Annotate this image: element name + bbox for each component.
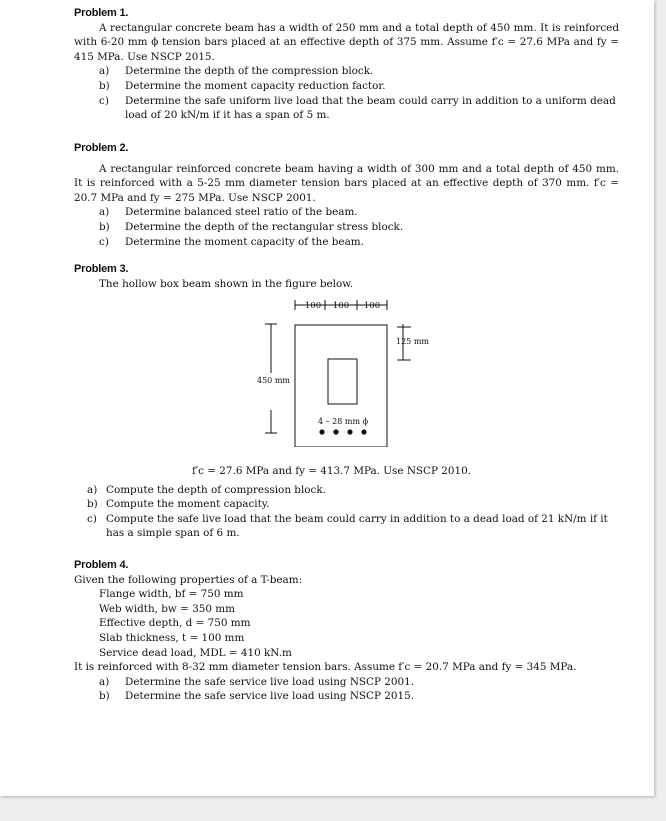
given-item: Slab thickness, t = 100 mm [99,631,245,644]
problem-1-statement: A rectangular concrete beam has a width of 250 mm and a total depth of 450 mm. It is reinforced with 6-20 mm ϕ tension bars placed at an effective depth of 375 mm. Assume f′c = 27.6 MPa and fy = 415 MPa. Use NSCP 2015. [74,21,619,63]
problem-1 [74,6,619,123]
list-item: b) Determine the safe service live load using NSCP 2015. [99,690,415,703]
dim-top-1: 100 [304,301,322,311]
list-item: c) Determine the safe uniform live load that the beam could carry in addition to a uniform dead load of 20 kN/m if it has a span of 5 m. [99,94,616,122]
hollow-void [328,359,357,404]
problem-1-title: Problem 1. [74,7,129,19]
dim-left-label: 450 mm [257,376,290,385]
given-item: Web width, bw = 350 mm [99,602,235,615]
problem-2 [74,141,619,249]
list-item: a) Determine balanced steel ratio of the beam. [99,206,358,219]
list-item: b) Determine the depth of the rectangular stress block. [99,220,404,233]
problem-4-intro: Given the following properties of a T-beam: [74,573,303,586]
given-item: Effective depth, d = 750 mm [99,617,251,630]
rebar-dot [319,429,324,434]
problem-3-materials: f′c = 27.6 MPa and fy = 413.7 MPa. Use NSCP 2010. [191,465,472,477]
box-beam-section [255,297,445,447]
given-item: Flange width, bf = 750 mm [99,588,244,601]
box-beam-figure [255,297,445,451]
dim-top-2: 100 [332,301,350,311]
list-item: b) Determine the moment capacity reduction factor. [99,79,386,92]
list-item: a) Determine the depth of the compression block. [99,65,374,78]
list-item: b) Compute the moment capacity. [87,498,270,511]
list-item: c) Compute the safe live load that the beam could carry in addition to a dead load of 21 kN/m if it has a simple span of 6 m. [87,512,608,540]
list-item: a) Compute the depth of compression block. [87,483,326,496]
given-item: Service dead load, MDL = 410 kN.m [99,646,292,659]
dim-top-3: 100 [363,301,381,311]
rebar-group [319,429,366,434]
problem-3-statement: The hollow box beam shown in the figure below. [99,277,354,290]
problem-3-rest [74,464,619,541]
rebar-dot [333,429,338,434]
outer-section [295,325,387,447]
problem-3 [74,262,619,291]
problem-4 [74,558,619,704]
rebar-dot [361,429,366,434]
rebar-dot [347,429,352,434]
problem-2-title: Problem 2. [74,142,129,154]
problem-2-statement: A rectangular reinforced concrete beam having a width of 300 mm and a total depth of 450 mm. It is reinforced with a 5-25 mm diameter tension bars placed at an effective depth of 370 mm. f′c = 20.7 MPa and fy = 275 MPa. Use NSCP 2001. [74,162,619,204]
bars-label: 4 – 28 mm ϕ [317,417,369,426]
problem-3-title: Problem 3. [74,263,129,275]
problem-4-statement: It is reinforced with 8-32 mm diameter tension bars. Assume f′c = 20.7 MPa and fy = 345 MPa. [74,661,577,674]
dim-right-label: 125 mm [396,337,429,346]
problem-4-title: Problem 4. [74,559,129,571]
list-item: a) Determine the safe service live load using NSCP 2001. [99,675,415,688]
list-item: c) Determine the moment capacity of the beam. [99,235,364,248]
